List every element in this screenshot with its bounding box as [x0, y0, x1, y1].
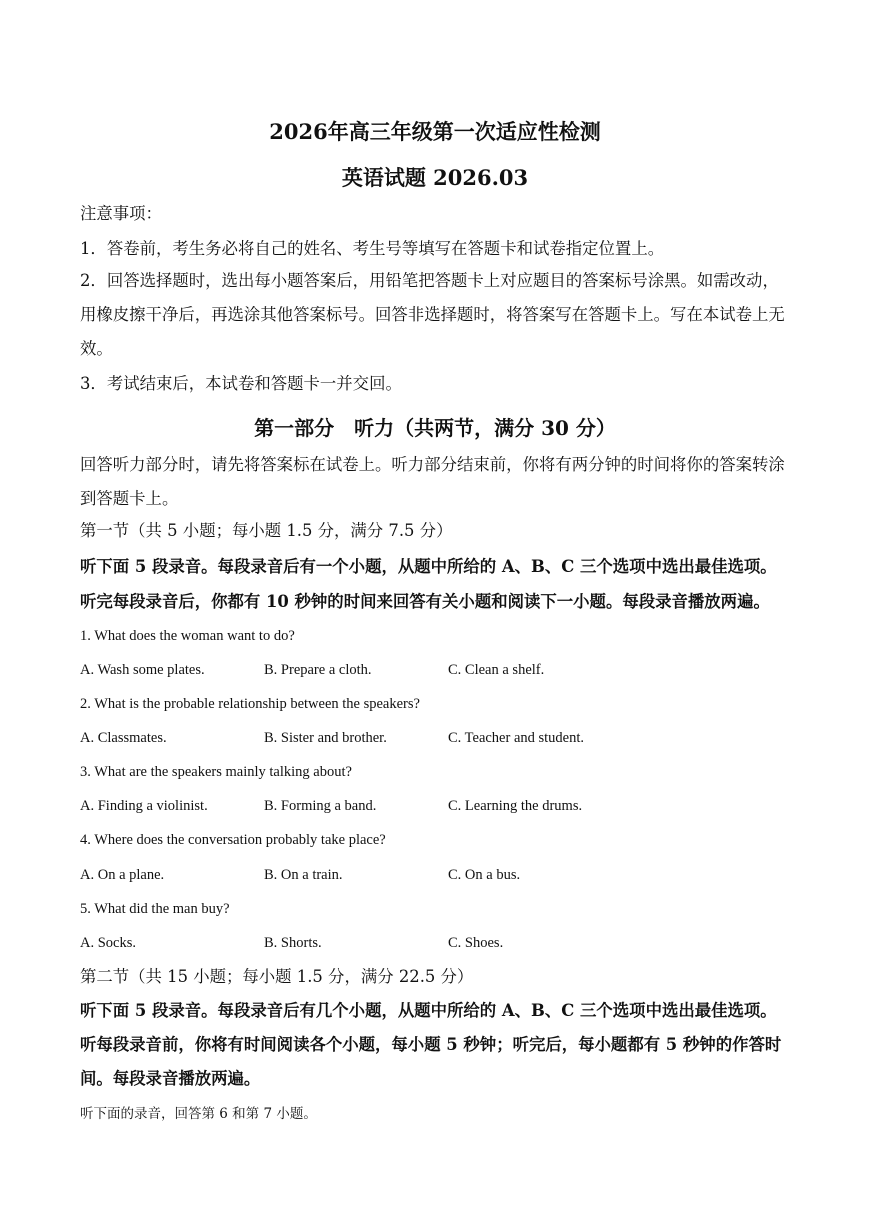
exam-subtitle: 英语试题 2026.03	[341, 165, 529, 190]
question-5-option-c: C. Shoes.	[448, 935, 504, 951]
question-4: 4. Where does the conversation probably take place?	[80, 832, 386, 848]
question-1-option-a: A. Wash some plates.	[80, 662, 205, 678]
question-3: 3. What are the speakers mainly talking about?	[80, 764, 352, 780]
section1-instruction-2: 听完每段录音后，你都有 10 秒钟的时间来回答有关小题和阅读下一小题。每段录音播放两遍。	[80, 592, 770, 611]
question-2-option-b: B. Sister and brother.	[264, 730, 387, 746]
notes-item-1: 1．答卷前，考生务必将自己的姓名、考生号等填写在答题卡和试卷指定位置上。	[80, 239, 665, 258]
section1-instruction-1: 听下面 5 段录音。每段录音后有一个小题，从题中所给的 A、B、C 三个选项中选出最佳选项。	[80, 557, 777, 576]
question-2-option-a: A. Classmates.	[80, 730, 167, 746]
question-4-option-c: C. On a bus.	[448, 867, 521, 883]
notes-heading: 注意事项：	[80, 204, 162, 223]
question-1-option-b: B. Prepare a cloth.	[264, 662, 372, 678]
question-5-option-b: B. Shorts.	[264, 935, 322, 951]
part1-heading: 第一部分 听力（共两节，满分 30 分）	[254, 416, 616, 440]
question-3-option-b: B. Forming a band.	[264, 798, 377, 814]
part1-intro: 回答听力部分时，请先将答案标在试卷上。听力部分结束前，你将有两分钟的时间将你的答案转涂到答题卡上。	[80, 455, 785, 508]
question-5-option-a: A. Socks.	[80, 935, 136, 951]
section1-heading: 第一节（共 5 小题；每小题 1.5 分，满分 7.5 分）	[80, 521, 453, 540]
question-1: 1. What does the woman want to do?	[80, 628, 295, 644]
question-1-option-c: C. Clean a shelf.	[448, 662, 545, 678]
notes-item-3: 3．考试结束后，本试卷和答题卡一并交回。	[80, 374, 402, 393]
section2-instruction: 听下面 5 段录音。每段录音后有几个小题，从题中所给的 A、B、C 三个选项中选出最佳选项。听每段录音前，你将有时间阅读各个小题，每小题 5 秒钟；听完后，每小题都有 5 秒钟的作答时间。每段录音播放两遍。	[80, 1001, 782, 1088]
exam-title: 2026年高三年级第一次适应性检测	[269, 119, 601, 144]
notes-item-2: 2．回答选择题时，选出每小题答案后，用铅笔把答题卡上对应题目的答案标号涂黑。如需改动，用橡皮擦干净后，再选涂其他答案标号。回答非选择题时，将答案写在答题卡上。写在本试卷上无效。	[80, 271, 785, 358]
question-4-option-a: A. On a plane.	[80, 867, 165, 883]
question-5: 5. What did the man buy?	[80, 901, 230, 917]
question-2: 2. What is the probable relationship between the speakers?	[80, 696, 420, 712]
question-4-option-b: B. On a train.	[264, 867, 343, 883]
question-2-option-c: C. Teacher and student.	[448, 730, 585, 746]
section2-heading: 第二节（共 15 小题；每小题 1.5 分，满分 22.5 分）	[80, 967, 474, 986]
question-3-option-a: A. Finding a violinist.	[80, 798, 208, 814]
section2-note: 听下面的录音，回答第 6 和第 7 小题。	[80, 1106, 317, 1122]
question-3-option-c: C. Learning the drums.	[448, 798, 583, 814]
